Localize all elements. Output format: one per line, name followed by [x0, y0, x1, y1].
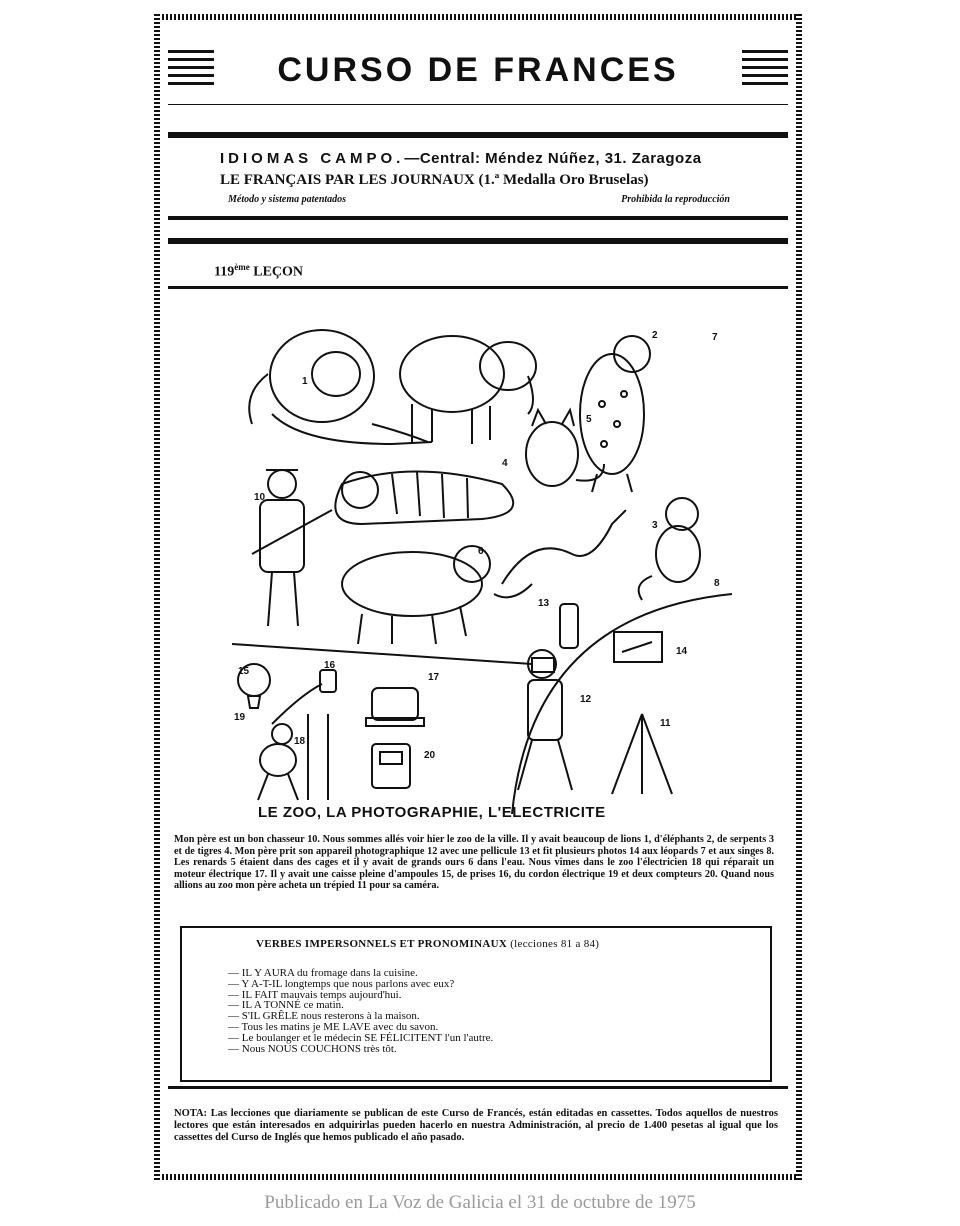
vocabulary-illustration: [232, 314, 752, 814]
example-item: — IL Y AURA du fromage dans la cuisine.: [228, 967, 418, 979]
svg-text:10: 10: [254, 492, 266, 503]
clipping-border-left: [154, 14, 160, 1180]
page-title: CURSO DE FRANCES: [277, 50, 679, 89]
photographer-figure: [518, 650, 572, 790]
svg-text:17: 17: [428, 672, 440, 683]
lesson-number: [214, 262, 303, 281]
svg-text:7: 7: [712, 332, 718, 343]
svg-text:13: 13: [538, 598, 550, 609]
title-ornament-left: [168, 50, 214, 90]
example-item: — S'IL GRÊLE nous resterons à la maison.: [228, 1010, 420, 1023]
example-item: — Y A-T-IL longtemps que nous parlons avec eux?: [228, 977, 455, 990]
patent-note: Método y sistema patentados: [228, 194, 347, 205]
example-item: — Nous NOUS COUCHONS très tôt.: [228, 1042, 397, 1055]
clipping-border-bottom: [154, 1174, 802, 1180]
publication-credit: Publicado en La Voz de Galicia el 31 de octubre de 1975: [264, 1192, 696, 1213]
photo-figure: [614, 632, 662, 662]
divider: [168, 1086, 788, 1089]
fox-figure: [526, 410, 604, 486]
newspaper-clipping: [154, 14, 802, 1180]
svg-text:6: 6: [478, 546, 484, 557]
example-item: — IL A TONNÉ ce matin.: [228, 999, 344, 1012]
svg-text:2: 2: [652, 330, 658, 341]
svg-text:12: 12: [580, 694, 592, 705]
tiger-figure: [335, 472, 513, 525]
clipping-border-top: [154, 14, 802, 20]
svg-text:5: 5: [586, 414, 592, 425]
meter-figure: [372, 744, 410, 788]
school-name: IDIOMAS CAMPO.: [220, 150, 405, 167]
school-location: —Central: Méndez Núñez, 31. Zaragoza: [404, 150, 702, 167]
grammar-box: [180, 926, 772, 1082]
course-subtitle: LE FRANÇAIS PAR LES JOURNAUX (1.ª Medalla Oro Bruselas): [220, 172, 649, 188]
lion-figure: [249, 330, 432, 444]
svg-text:20: 20: [424, 750, 436, 761]
example-item: — Le boulanger et le médecin SE FÉLICITENT l'un l'autre.: [228, 1031, 494, 1044]
motor-figure: [366, 688, 424, 726]
cassette-note: NOTA: Las lecciones que diariamente se publican de este Curso de Francés, están editadas en cassettes. Todos aquellos de nuestros lectores que están interesados en adquirirlas pueden hacerlo en nuestra Administración, al precio de 1.400 pesetas al igual que los cassettes del Curso de Inglés que hemos publicado el año pasado.: [174, 1108, 778, 1143]
svg-text:19: 19: [234, 712, 246, 723]
lesson-text: Mon père est un bon chasseur 10. Nous sommes allés voir hier le zoo de la ville. Il y avait beaucoup de lions 1, d'éléphants 2, de serpents 3 et de tigres 4. Mon père prit son appareil photographique 12 avec une pellicule 13 et fit plusieurs photos 14 aux léopards 7 et aux singes 8. Les renards 5 étaient dans des cages et il y avait de grands ours 6 dans l'eau. Nous vîmes dans le zoo l'électricien 18 qui réparait un moteur électrique 17. Il y avait une caisse pleine d'ampoules 15, de prises 16, du cordon électrique 19 et deux compteurs 20. Quand nous allions au zoo mon père acheta un trépied 11 pour sa caméra.: [174, 834, 774, 892]
divider-thick: [168, 132, 788, 138]
lesson-suffix: ème: [234, 262, 250, 272]
divider-thick: [168, 238, 788, 244]
svg-text:15: 15: [238, 666, 250, 677]
svg-text:11: 11: [660, 718, 671, 729]
svg-text:16: 16: [324, 660, 336, 671]
svg-text:14: 14: [676, 646, 688, 657]
electrician-figure: [258, 714, 328, 800]
svg-text:1: 1: [302, 376, 308, 387]
clipping-border-right: [796, 14, 802, 1180]
bear-figure: [342, 546, 490, 644]
snake-figure: [494, 511, 625, 598]
example-item: — Tous les matins je ME LAVE avec du savon.: [228, 1020, 439, 1033]
example-item: — IL FAIT mauvais temps aujourd'hui.: [228, 988, 402, 1001]
grammar-range: (lecciones 81 a 84): [510, 938, 600, 950]
grammar-box-title: [256, 938, 599, 950]
lesson-label: LEÇON: [253, 264, 304, 280]
grammar-title-text: VERBES IMPERSONNELS ET PRONOMINAUX: [256, 938, 508, 950]
title-ornament-right: [742, 50, 788, 90]
svg-text:8: 8: [714, 578, 720, 589]
svg-text:4: 4: [502, 458, 508, 469]
illustration-caption: LE ZOO, LA PHOTOGRAPHIE, L'ELECTRICITE: [258, 804, 606, 821]
monkey-figure: [639, 498, 700, 600]
svg-text:18: 18: [294, 736, 306, 747]
copyright-note: Prohibida la reproducción: [621, 194, 730, 205]
divider: [168, 286, 788, 289]
title-row: [168, 40, 788, 100]
lesson-num: 119: [214, 264, 235, 280]
elephant-figure: [400, 336, 536, 444]
svg-text:3: 3: [652, 520, 658, 531]
film-roll-figure: [560, 604, 578, 648]
example-list: [228, 968, 493, 1054]
school-address: [220, 150, 702, 167]
divider: [168, 104, 788, 105]
divider-thick: [168, 216, 788, 220]
cord-figure: [272, 670, 336, 724]
